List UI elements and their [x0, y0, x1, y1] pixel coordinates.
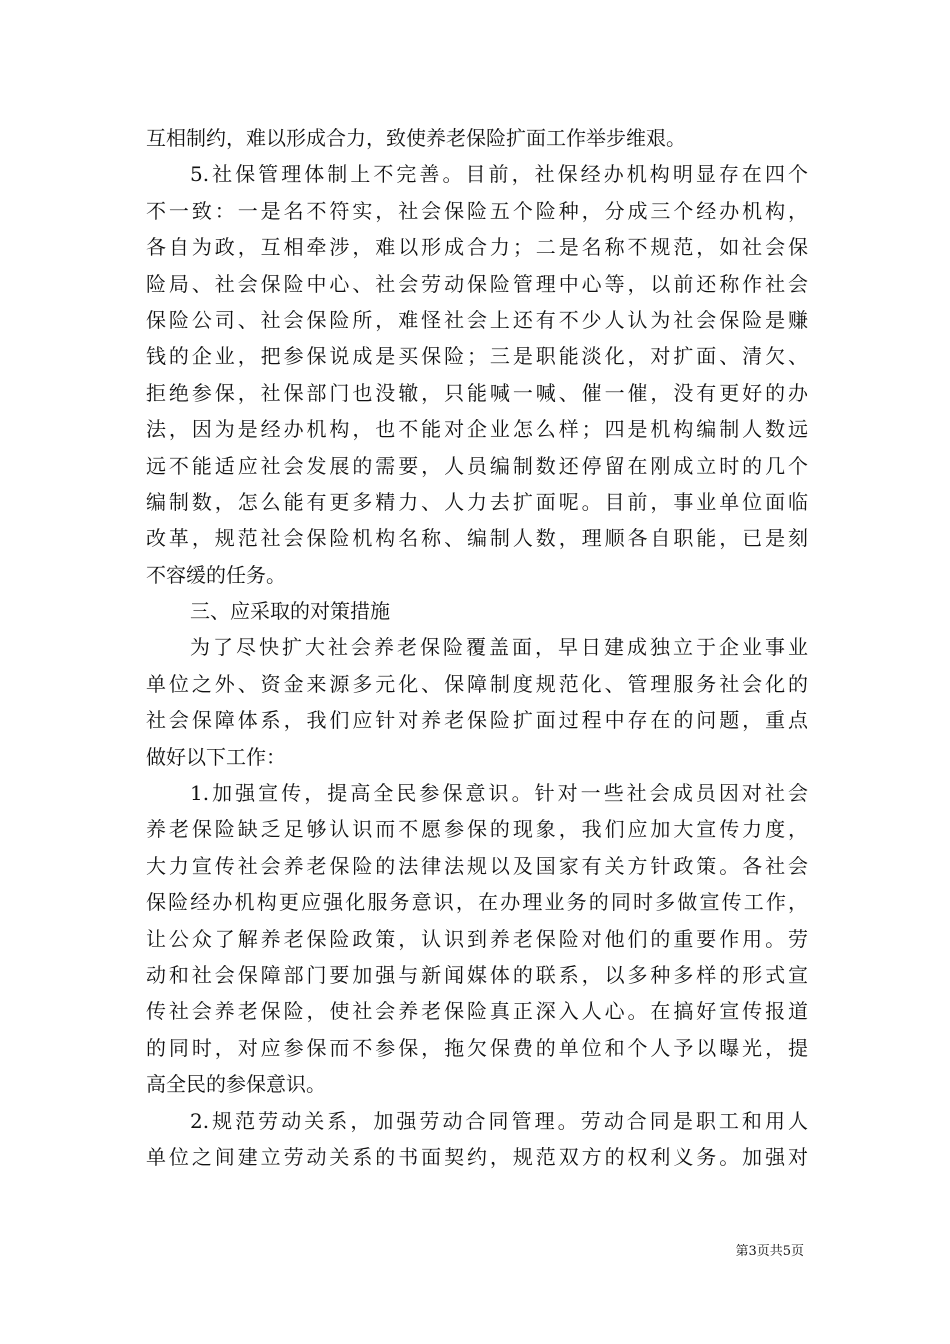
text-line: 单位之间建立劳动关系的书面契约，规范双方的权利义务。加强对: [146, 1144, 808, 1169]
text-line: 做好以下工作：: [146, 744, 286, 769]
text-line: 2.规范劳动关系，加强劳动合同管理。劳动合同是职工和用人: [190, 1108, 808, 1133]
text-line: 险局、社会保险中心、社会劳动保险管理中心等，以前还称作社会: [146, 271, 808, 296]
text-line: 不容缓的任务。: [146, 562, 286, 587]
text-line: 5.社保管理体制上不完善。目前，社保经办机构明显存在四个: [190, 162, 808, 187]
text-line: 保险公司、社会保险所，难怪社会上还有不少人认为社会保险是赚: [146, 307, 808, 332]
text-line: 法，因为是经办机构，也不能对企业怎么样；四是机构编制人数远: [146, 417, 808, 442]
text-line: 的同时，对应参保而不参保，拖欠保费的单位和个人予以曝光，提: [146, 1035, 808, 1060]
text-line: 编制数，怎么能有更多精力、人力去扩面呢。目前，事业单位面临: [146, 489, 808, 514]
text-line: 改革，规范社会保险机构名称、编制人数，理顺各自职能，已是刻: [146, 526, 808, 551]
page-number: 第3页共5页: [735, 1244, 804, 1259]
text-line: 钱的企业，把参保说成是买保险；三是职能淡化，对扩面、清欠、: [146, 344, 808, 369]
text-line: 保险经办机构更应强化服务意识，在办理业务的同时多做宣传工作，: [146, 890, 808, 915]
text-line: 单位之外、资金来源多元化、保障制度规范化、管理服务社会化的: [146, 671, 808, 696]
text-line: 传社会养老保险，使社会养老保险真正深入人心。在搞好宣传报道: [146, 999, 808, 1024]
text-line: 社会保障体系，我们应针对养老保险扩面过程中存在的问题，重点: [146, 708, 808, 733]
text-line: 拒绝参保，社保部门也没辙，只能喊一喊、催一催，没有更好的办: [146, 380, 808, 405]
document-body: [146, 120, 808, 1175]
text-line: 养老保险缺乏足够认识而不愿参保的现象，我们应加大宣传力度，: [146, 817, 808, 842]
text-line: 让公众了解养老保险政策，认识到养老保险对他们的重要作用。劳: [146, 926, 808, 951]
text-line: 各自为政，互相牵涉，难以形成合力；二是名称不规范，如社会保: [146, 235, 808, 260]
text-line: 高全民的参保意识。: [146, 1072, 326, 1097]
text-line: 大力宣传社会养老保险的法律法规以及国家有关方针政策。各社会: [146, 853, 808, 878]
text-line: 互相制约，难以形成合力，致使养老保险扩面工作举步维艰。: [146, 126, 686, 150]
text-line: 1.加强宣传，提高全民参保意识。针对一些社会成员因对社会: [190, 781, 808, 806]
text-line: 远不能适应社会发展的需要，人员编制数还停留在刚成立时的几个: [146, 453, 808, 478]
text-line: 为了尽快扩大社会养老保险覆盖面，早日建成独立于企业事业: [190, 635, 808, 660]
text-line: 动和社会保障部门要加强与新闻媒体的联系，以多种多样的形式宣: [146, 962, 808, 987]
text-line: 不一致：一是名不符实，社会保险五个险种，分成三个经办机构，: [146, 198, 808, 223]
text-line: 三、应采取的对策措施: [190, 599, 390, 624]
